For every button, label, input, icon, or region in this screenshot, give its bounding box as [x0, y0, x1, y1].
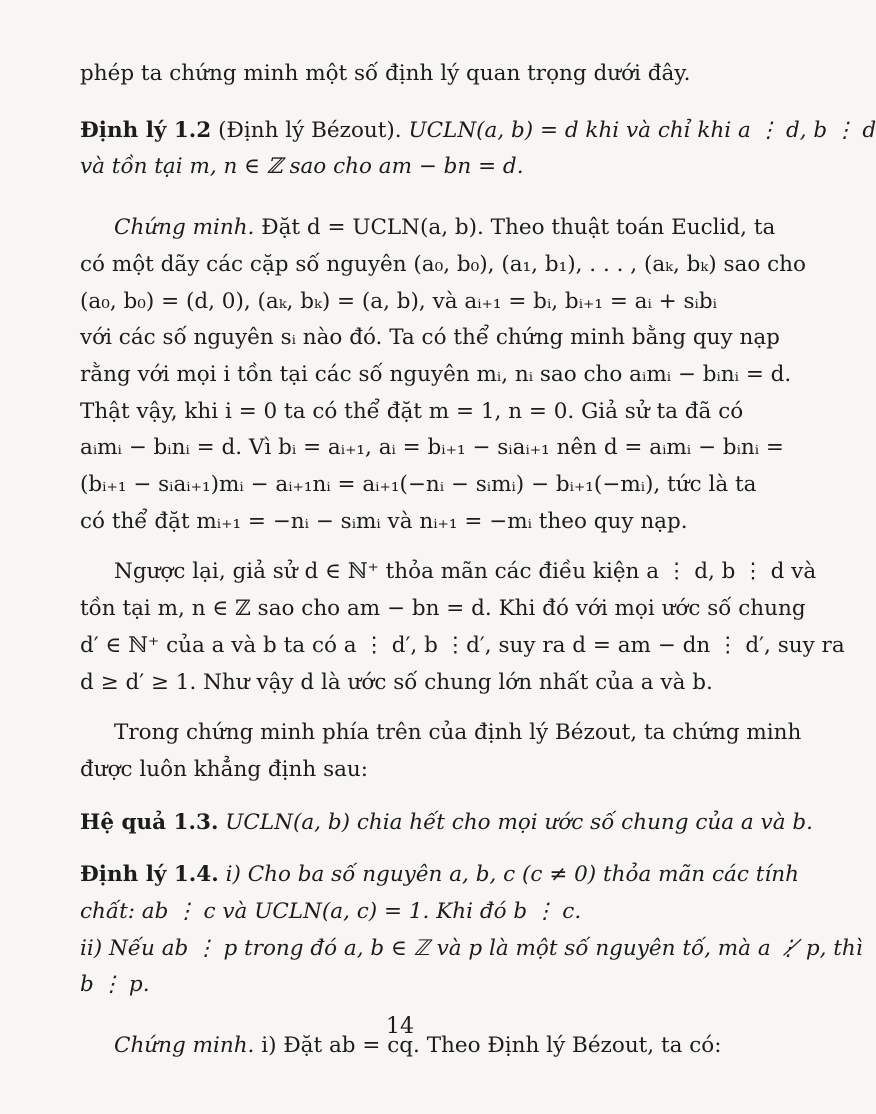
corollary-text: UCLN(a, b) chia hết cho mọi ước số chung của a và b. — [225, 809, 813, 835]
theorem-1-4-line-1: i) Cho ba số nguyên a, b, c (c ≠ 0) thỏa mãn các tính — [225, 862, 799, 888]
proof-line-3: (a₀, b₀) = (d, 0), (aₖ, bₖ) = (a, b), và aᵢ₊₁ = bᵢ, bᵢ₊₁ = aᵢ + sᵢbᵢ — [80, 288, 717, 314]
proof-line-7: aᵢmᵢ − bᵢnᵢ = d. Vì bᵢ = aᵢ₊₁, aᵢ = bᵢ₊₁ − sᵢaᵢ₊₁ nên d = aᵢmᵢ − bᵢnᵢ = — [80, 435, 784, 461]
proof-line-4: với các số nguyên sᵢ nào đó. Ta có thể chứng minh bằng quy nạp — [80, 325, 780, 351]
proof-line-8: (bᵢ₊₁ − sᵢaᵢ₊₁)mᵢ − aᵢ₊₁nᵢ = aᵢ₊₁(−nᵢ − sᵢmᵢ) − bᵢ₊₁(−mᵢ), tức là ta — [80, 472, 757, 498]
proof-line-1: Đặt d = UCLN(a, b). Theo thuật toán Euclid, ta — [261, 215, 776, 241]
proof-line-6: Thật vậy, khi i = 0 ta có thể đặt m = 1, n = 0. Giả sử ta đã có — [80, 398, 744, 424]
converse-paragraph — [80, 554, 845, 701]
proof-2-text: i) Đặt ab = cq. Theo Định lý Bézout, ta có: — [261, 1033, 722, 1059]
theorem-1-4-line-4: b ⋮ p. — [80, 972, 150, 998]
page-number: 14 — [386, 1014, 414, 1039]
remark-paragraph — [80, 715, 802, 788]
theorem-1-4 — [80, 857, 863, 1004]
theorem-statement-line-2: và tồn tại m, n ∈ ℤ sao cho am − bn = d. — [80, 154, 524, 180]
theorem-1-4-line-3: ii) Nếu ab ⋮ p trong đó a, b ∈ ℤ và p là một số nguyên tố, mà a ⋮̸ p, thì — [80, 935, 863, 961]
corollary-1-3 — [80, 805, 813, 842]
theorem-title: (Định lý Bézout). — [218, 117, 402, 143]
converse-line-3: d′ ∈ ℕ⁺ của a và b ta có a ⋮ d′, b ⋮d′, suy ra d = am − dn ⋮ d′, suy ra — [80, 632, 845, 658]
converse-line-2: tồn tại m, n ∈ ℤ sao cho am − bn = d. Khi đó với mọi ước số chung — [80, 596, 806, 622]
theorem-1-2 — [80, 113, 876, 186]
converse-line-1: Ngược lại, giả sử d ∈ ℕ⁺ thỏa mãn các điều kiện a ⋮ d, b ⋮ d và — [114, 559, 817, 585]
theorem-label: Định lý 1.2 — [80, 117, 212, 143]
theorem-1-4-line-2: chất: ab ⋮ c và UCLN(a, c) = 1. Khi đó b ⋮ c. — [80, 899, 582, 925]
proof-bezout — [80, 210, 806, 540]
corollary-label: Hệ quả 1.3. — [80, 809, 219, 835]
proof-line-5: rằng với mọi i tồn tại các số nguyên mᵢ, nᵢ sao cho aᵢmᵢ − bᵢnᵢ = d. — [80, 361, 792, 387]
intro-text: phép ta chứng minh một số định lý quan trọng dưới đây. — [80, 61, 691, 86]
theorem-statement-line-1: UCLN(a, b) = d khi và chỉ khi a ⋮ d, b ⋮ d — [408, 117, 876, 143]
remark-line-1: Trong chứng minh phía trên của định lý Bézout, ta chứng minh — [114, 720, 802, 746]
theorem-1-4-label: Định lý 1.4. — [80, 862, 219, 888]
remark-line-2: được luôn khẳng định sau: — [80, 756, 369, 782]
proof-2-label: Chứng minh. — [114, 1033, 255, 1059]
proof-line-9: có thể đặt mᵢ₊₁ = −nᵢ − sᵢmᵢ và nᵢ₊₁ = −mᵢ theo quy nạp. — [80, 508, 688, 534]
proof-line-2: có một dãy các cặp số nguyên (a₀, b₀), (a₁, b₁), . . . , (aₖ, bₖ) sao cho — [80, 251, 806, 277]
converse-line-4: d ≥ d′ ≥ 1. Như vậy d là ước số chung lớn nhất của a và b. — [80, 669, 713, 695]
proof-label: Chứng minh. — [114, 215, 255, 241]
